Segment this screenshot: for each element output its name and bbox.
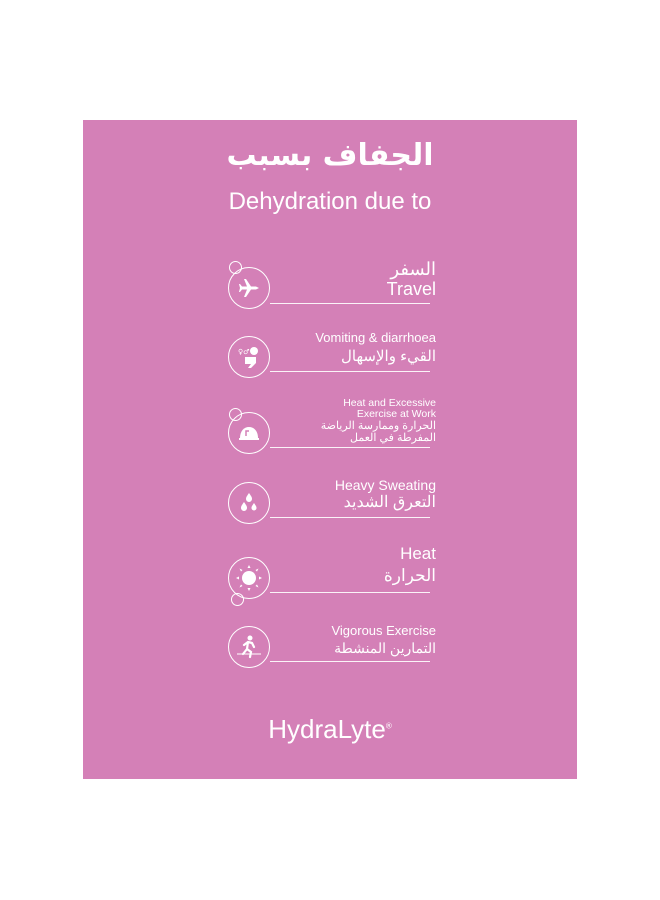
item-en-line1: Heat and Excessive (343, 397, 436, 409)
divider (270, 303, 430, 304)
item-en: Vigorous Exercise (331, 623, 436, 638)
registered-mark: ® (385, 721, 392, 731)
item-en: Heavy Sweating (334, 477, 436, 493)
vomiting-icon (228, 336, 270, 378)
divider (270, 517, 430, 518)
item-en: Travel (386, 279, 436, 299)
divider (270, 371, 430, 372)
item-ar: الحرارة (383, 566, 436, 585)
item-ar: التمارين المنشطة (334, 640, 436, 656)
item-ar-line2: المفرطة في العمل (350, 431, 436, 444)
divider (270, 661, 430, 662)
hard-hat-icon (228, 412, 270, 454)
title-arabic: الجفاف بسبب (226, 138, 434, 173)
item-en: Vomiting & diarrhoea (315, 330, 436, 345)
divider (270, 447, 430, 448)
logo-text: HydraLyte (268, 714, 386, 744)
running-icon (228, 626, 270, 668)
airplane-icon (228, 267, 270, 309)
item-en: Heat (400, 544, 436, 563)
bubble-decoration (231, 593, 244, 606)
item-ar (321, 421, 436, 444)
item-ar-line1: الحرارة وممارسة الرياضة (320, 420, 436, 432)
infographic-panel (83, 120, 577, 779)
item-ar: السفر (390, 259, 436, 279)
item-en (343, 398, 436, 419)
svg-text:♀♂: ♀♂ (238, 348, 250, 356)
item-ar: القيء والإسهال (341, 348, 436, 365)
hydralyte-logo (83, 714, 577, 745)
item-ar: التعرق الشديد (343, 494, 436, 511)
droplets-icon (228, 482, 270, 524)
title-english: Dehydration due to (228, 188, 432, 215)
item-en-line2: Exercise at Work (356, 407, 436, 420)
divider (270, 592, 430, 593)
